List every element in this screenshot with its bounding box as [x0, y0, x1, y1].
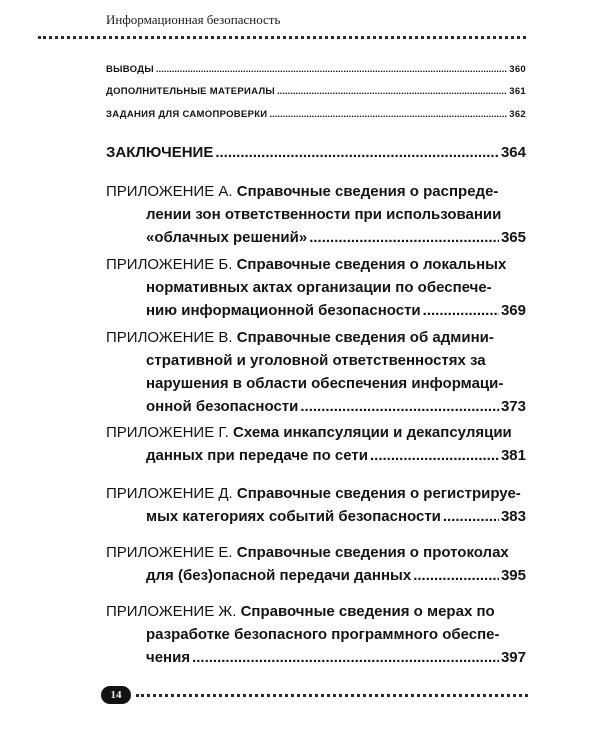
toc-entry-appendix-zh[interactable] [106, 600, 526, 669]
appendix-prefix: ПРИЛОЖЕНИЕ Г. [106, 424, 229, 441]
appendix-title-line: для (без)опасной передачи данных [146, 567, 412, 584]
toc-entry-appendix-e[interactable] [106, 541, 526, 587]
toc-entry-label: ЗАДАНИЯ ДЛЯ САМОПРОВЕРКИ [106, 109, 268, 120]
toc-entry-self-check[interactable] [106, 109, 526, 123]
appendix-title-line: данных при передаче по сети [146, 447, 368, 464]
appendix-title-line: стративной и уголовной ответственностях за [146, 352, 486, 369]
toc-entry-label: ВЫВОДЫ [106, 64, 154, 75]
toc-page-number: 365 [500, 229, 526, 246]
appendix-title-line: Справочные сведения об админи- [236, 329, 494, 346]
appendix-prefix: ПРИЛОЖЕНИЕ В. [106, 329, 233, 346]
appendix-title-line: «облачных решений» [146, 229, 308, 246]
toc-page-number: 362 [509, 109, 526, 120]
toc-entry-conclusion[interactable] [106, 141, 526, 164]
toc-entry-appendix-a[interactable] [106, 180, 526, 249]
appendix-title-line: мых категориях событий безопасности [146, 508, 441, 525]
toc-page-number: 369 [500, 302, 526, 319]
page-number-badge: 14 [101, 686, 131, 704]
toc-page-number: 395 [500, 567, 526, 584]
toc-entry-conclusions[interactable] [106, 64, 526, 78]
appendix-prefix: ПРИЛОЖЕНИЕ Ж. [106, 603, 237, 620]
appendix-prefix: ПРИЛОЖЕНИЕ Б. [106, 256, 233, 273]
appendix-title-line: нормативных актах организации по обеспече- [146, 279, 492, 296]
appendix-prefix: ПРИЛОЖЕНИЕ А. [106, 183, 233, 200]
header-divider [38, 36, 526, 39]
header-title: Информационная безопасность [106, 12, 281, 27]
toc-entry-label: ЗАКЛЮЧЕНИЕ [106, 144, 214, 161]
toc-entry-additional-materials[interactable] [106, 86, 526, 100]
appendix-prefix: ПРИЛОЖЕНИЕ Е. [106, 544, 233, 561]
toc-page-number: 364 [500, 144, 526, 161]
toc-entry-label: ДОПОЛНИТЕЛЬНЫЕ МАТЕРИАЛЫ [106, 86, 276, 97]
appendix-title-line: разработке безопасного программного обеспе- [146, 626, 500, 643]
toc-page-number: 383 [500, 508, 526, 525]
footer-divider [136, 694, 528, 697]
appendix-title-line: Справочные сведения о распреде- [236, 183, 499, 200]
appendix-title-line: нию информационной безопасности [146, 302, 421, 319]
appendix-title-line: Справочные сведения о регистрируе- [236, 485, 521, 502]
toc-entry-appendix-v[interactable] [106, 326, 526, 418]
appendix-title-line: онной безопасности [146, 398, 299, 415]
toc-page-number: 397 [500, 649, 526, 666]
appendix-prefix: ПРИЛОЖЕНИЕ Д. [106, 485, 233, 502]
toc-entry-appendix-d[interactable] [106, 482, 526, 528]
appendix-title-line: Справочные сведения о протоколах [236, 544, 509, 561]
appendix-title-line: нарушения в области обеспечения информаци- [146, 375, 504, 392]
appendix-title-line: лении зон ответственности при использовании [146, 206, 502, 223]
toc-page-number: 361 [509, 86, 526, 97]
appendix-title-line: Справочные сведения о локальных [236, 256, 507, 273]
toc-page-number: 381 [500, 447, 526, 464]
appendix-title-line: Схема инкапсуляции и декапсуляции [233, 424, 512, 441]
toc-entry-appendix-b[interactable] [106, 253, 526, 322]
appendix-title-line: Справочные сведения о мерах по [240, 603, 495, 620]
toc-page-number: 373 [500, 398, 526, 415]
toc-entry-appendix-g[interactable] [106, 421, 526, 467]
appendix-title-line: чения [146, 649, 191, 666]
toc-page-number: 360 [509, 64, 526, 75]
